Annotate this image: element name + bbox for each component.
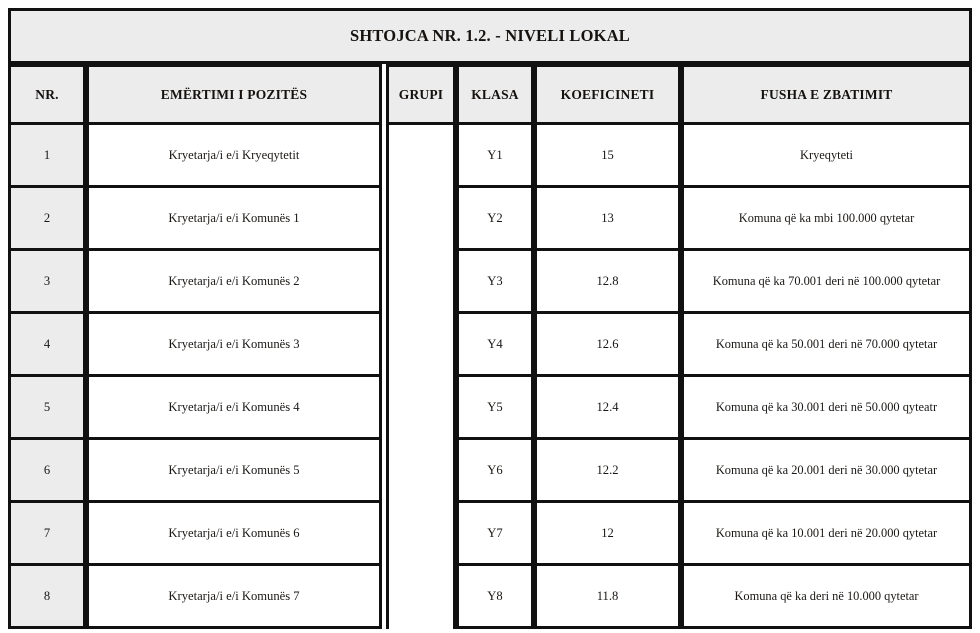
cell-koeficineti: 13 (534, 188, 681, 251)
column-header-nr: NR. (8, 64, 86, 125)
table-header (8, 64, 972, 125)
cell-koeficineti: 15 (534, 125, 681, 188)
column-header-grupi: GRUPI (386, 64, 456, 125)
cell-pozita: Kryetarja/i e/i Kryeqytetit (86, 125, 382, 188)
table-row (8, 377, 972, 440)
table-row (8, 314, 972, 377)
cell-fusha: Komuna që ka 70.001 deri në 100.000 qytetar (681, 251, 972, 314)
table-row (8, 251, 972, 314)
column-header-koeficineti: KOEFICINETI (534, 64, 681, 125)
cell-klasa: Y8 (456, 566, 534, 629)
cell-pozita: Kryetarja/i e/i Komunës 3 (86, 314, 382, 377)
cell-klasa: Y4 (456, 314, 534, 377)
row-gutter (382, 314, 386, 377)
cell-klasa: Y1 (456, 125, 534, 188)
row-gutter (382, 188, 386, 251)
cell-fusha: Komuna që ka 30.001 deri në 50.000 qyteatr (681, 377, 972, 440)
row-gutter (382, 377, 386, 440)
cell-koeficineti: 12 (534, 503, 681, 566)
cell-fusha: Komuna që ka mbi 100.000 qytetar (681, 188, 972, 251)
cell-pozita: Kryetarja/i e/i Komunës 6 (86, 503, 382, 566)
row-gutter (382, 251, 386, 314)
cell-nr: 5 (8, 377, 86, 440)
cell-koeficineti: 12.4 (534, 377, 681, 440)
table-body (8, 125, 972, 629)
table-row (8, 566, 972, 629)
cell-pozita: Kryetarja/i e/i Komunës 5 (86, 440, 382, 503)
document-title-banner (8, 8, 972, 64)
cell-koeficineti: 12.8 (534, 251, 681, 314)
column-header-pozita: EMËRTIMI I POZITËS (86, 64, 382, 125)
cell-fusha: Komuna që ka 50.001 deri në 70.000 qytetar (681, 314, 972, 377)
cell-klasa: Y6 (456, 440, 534, 503)
table-header-row (8, 64, 972, 125)
cell-nr: 3 (8, 251, 86, 314)
salary-coefficient-table (8, 64, 972, 629)
table-row (8, 503, 972, 566)
cell-fusha: Komuna që ka 10.001 deri në 20.000 qytetar (681, 503, 972, 566)
table-row (8, 125, 972, 188)
cell-klasa: Y7 (456, 503, 534, 566)
cell-nr: 7 (8, 503, 86, 566)
cell-nr: 1 (8, 125, 86, 188)
cell-klasa: Y3 (456, 251, 534, 314)
cell-fusha: Komuna që ka deri në 10.000 qytetar (681, 566, 972, 629)
cell-pozita: Kryetarja/i e/i Komunës 1 (86, 188, 382, 251)
cell-grupi-merged (386, 125, 456, 629)
cell-fusha: Komuna që ka 20.001 deri në 30.000 qytetar (681, 440, 972, 503)
cell-pozita: Kryetarja/i e/i Komunës 2 (86, 251, 382, 314)
cell-koeficineti: 12.2 (534, 440, 681, 503)
cell-fusha: Kryeqyteti (681, 125, 972, 188)
cell-klasa: Y2 (456, 188, 534, 251)
cell-klasa: Y5 (456, 377, 534, 440)
cell-pozita: Kryetarja/i e/i Komunës 7 (86, 566, 382, 629)
page-title: SHTOJCA NR. 1.2. - NIVELI LOKAL (349, 26, 631, 45)
cell-nr: 6 (8, 440, 86, 503)
row-gutter (382, 503, 386, 566)
column-header-fusha: FUSHA E ZBATIMIT (681, 64, 972, 125)
cell-koeficineti: 11.8 (534, 566, 681, 629)
cell-pozita: Kryetarja/i e/i Komunës 4 (86, 377, 382, 440)
row-gutter (382, 566, 386, 629)
table-row (8, 440, 972, 503)
table-row (8, 188, 972, 251)
cell-koeficineti: 12.6 (534, 314, 681, 377)
column-header-klasa: KLASA (456, 64, 534, 125)
cell-nr: 4 (8, 314, 86, 377)
cell-nr: 2 (8, 188, 86, 251)
row-gutter (382, 440, 386, 503)
cell-nr: 8 (8, 566, 86, 629)
